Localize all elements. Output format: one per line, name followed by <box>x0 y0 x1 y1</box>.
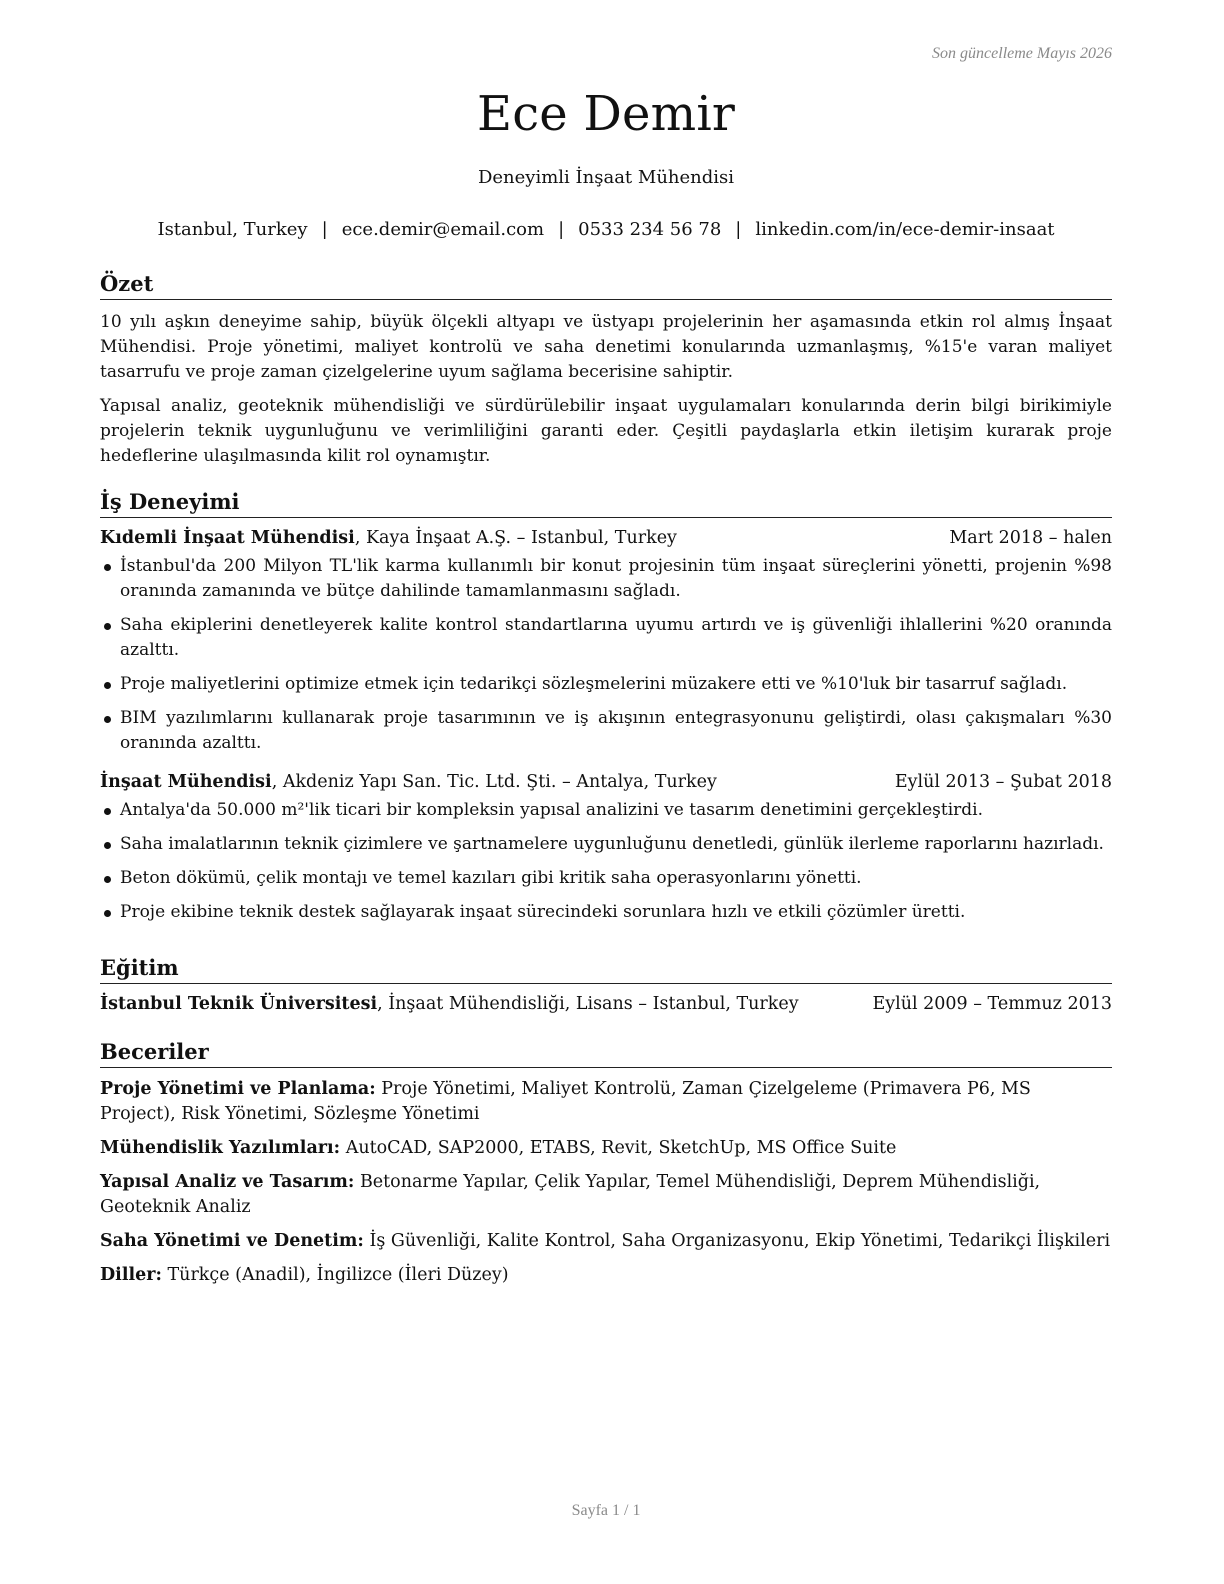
section-title-skills: Beceriler <box>100 1039 1112 1068</box>
job-bullet: Saha imalatlarının teknik çizimlere ve şartnamelere uygunluğunu denetledi, günlük ilerleme raporlarını hazırladı. <box>100 832 1112 857</box>
job-dates: Eylül 2013 – Şubat 2018 <box>894 772 1112 792</box>
education-school: İstanbul Teknik Üniversitesi <box>100 994 378 1014</box>
job-bullet: Proje ekibine teknik destek sağlayarak inşaat sürecindeki sorunlara hızlı ve etkili çözümler üretti. <box>100 900 1112 925</box>
job-role: İnşaat Mühendisi <box>100 772 272 792</box>
education-dates: Eylül 2009 – Temmuz 2013 <box>872 994 1112 1014</box>
skill-label: Saha Yönetimi ve Denetim: <box>100 1231 364 1251</box>
job-bullet: Antalya'da 50.000 m²'lik ticari bir kompleksin yapısal analizini ve tasarım denetimini gerçekleştirdi. <box>100 798 1112 823</box>
section-title-experience: İş Deneyimi <box>100 489 1112 518</box>
page-number: Sayfa 1 / 1 <box>571 1502 641 1519</box>
job-bullet: BIM yazılımlarını kullanarak proje tasarımının ve iş akışının entegrasyonunu geliştirdi, olası çakışmaları %30 oranında azalttı. <box>100 706 1112 756</box>
summary-section <box>100 271 1112 469</box>
last-updated: Son güncelleme Mayıs 2026 <box>932 45 1112 62</box>
skill-value: Türkçe (Anadil), İngilizce (İleri Düzey) <box>161 1265 509 1285</box>
contact-separator: | <box>735 219 742 240</box>
job-header <box>100 526 1112 551</box>
skill-line <box>100 1077 1112 1127</box>
job-entry <box>100 526 1112 756</box>
job-bullet: Saha ekiplerini denetleyerek kalite kontrol standartlarına uyumu artırdı ve iş güvenliği ihlallerini %20 oranında azalttı. <box>100 613 1112 663</box>
section-title-education: Eğitim <box>100 955 1112 984</box>
job-bullets <box>100 798 1112 925</box>
job-bullet: İstanbul'da 200 Milyon TL'lik karma kullanımlı bir konut projesinin tüm inşaat süreçlerini yönetti, projenin %98 oranında zamanında ve bütçe dahilinde tamamlanmasını sağladı. <box>100 554 1112 604</box>
job-company: , Kaya İnşaat A.Ş. – Istanbul, Turkey <box>354 528 677 548</box>
skill-line <box>100 1229 1112 1254</box>
job-bullets <box>100 554 1112 756</box>
contact-location: Istanbul, Turkey <box>157 219 308 240</box>
section-title-summary: Özet <box>100 271 1112 300</box>
skill-line <box>100 1136 1112 1161</box>
contact-email[interactable]: ece.demir@email.com <box>341 219 545 240</box>
summary-paragraph: Yapısal analiz, geoteknik mühendisliği ve sürdürülebilir inşaat uygulamaları konularında derin bilgi birikimiyle projelerin teknik uygunluğunu ve verimliliğini garanti eder. Çeşitli paydaşlarla etkin iletişim kurarak proje hedeflerine ulaşılmasında kilit rol oynamıştır. <box>100 396 1112 466</box>
contact-separator: | <box>558 219 565 240</box>
candidate-name: Ece Demir <box>476 86 736 142</box>
skill-value: Betonarme Yapılar, Çelik Yapılar, Temel Mühendisliği, Deprem Mühendisliği, Geoteknik Analiz <box>100 1172 1041 1217</box>
contact-line <box>100 219 1112 240</box>
job-dates: Mart 2018 – halen <box>949 528 1112 548</box>
skill-line <box>100 1263 1112 1288</box>
job-role: Kıdemli İnşaat Mühendisi <box>100 528 355 548</box>
experience-section <box>100 489 1112 934</box>
job-entry <box>100 770 1112 925</box>
skill-label: Proje Yönetimi ve Planlama: <box>100 1079 376 1099</box>
skill-label: Yapısal Analiz ve Tasarım: <box>100 1172 355 1192</box>
resume-page <box>100 0 1112 1584</box>
contact-phone: 0533 234 56 78 <box>578 219 722 240</box>
education-details: , İnşaat Mühendisliği, Lisans – Istanbul, Turkey <box>377 994 799 1014</box>
job-bullet: Beton dökümü, çelik montajı ve temel kazıları gibi kritik saha operasyonlarını yönetti. <box>100 866 1112 891</box>
contact-linkedin[interactable]: linkedin.com/in/ece-demir-insaat <box>755 219 1055 240</box>
skill-label: Mühendislik Yazılımları: <box>100 1138 341 1158</box>
job-company: , Akdeniz Yapı San. Tic. Ltd. Şti. – Antalya, Turkey <box>271 772 717 792</box>
skill-line <box>100 1170 1112 1220</box>
contact-separator: | <box>321 219 328 240</box>
skill-label: Diller: <box>100 1265 162 1285</box>
education-entry <box>100 992 1112 1017</box>
summary-paragraph: 10 yılı aşkın deneyime sahip, büyük ölçekli altyapı ve üstyapı projelerinin her aşamasında etkin rol almış İnşaat Mühendisi. Proje yönetimi, maliyet kontrolü ve saha denetimi konularında uzmanlaşmış, %15'e varan maliyet tasarrufu ve proje zaman çizelgelerine uyum sağlama becerisine sahiptir. <box>100 312 1112 382</box>
skills-section <box>100 1039 1112 1288</box>
headline: Deneyimli İnşaat Mühendisi <box>477 167 735 188</box>
job-bullet: Proje maliyetlerini optimize etmek için tedarikçi sözleşmelerini müzakere etti ve %10'luk bir tasarruf sağladı. <box>100 672 1112 697</box>
education-section <box>100 955 1112 1017</box>
skill-value: İş Güvenliği, Kalite Kontrol, Saha Organizasyonu, Ekip Yönetimi, Tedarikçi İlişkileri <box>363 1231 1111 1251</box>
skill-value: AutoCAD, SAP2000, ETABS, Revit, SketchUp, MS Office Suite <box>340 1138 897 1158</box>
skill-value: Proje Yönetimi, Maliyet Kontrolü, Zaman Çizelgeleme (Primavera P6, MS Project), Risk Yönetimi, Sözleşme Yönetimi <box>100 1079 1031 1124</box>
job-header <box>100 770 1112 795</box>
